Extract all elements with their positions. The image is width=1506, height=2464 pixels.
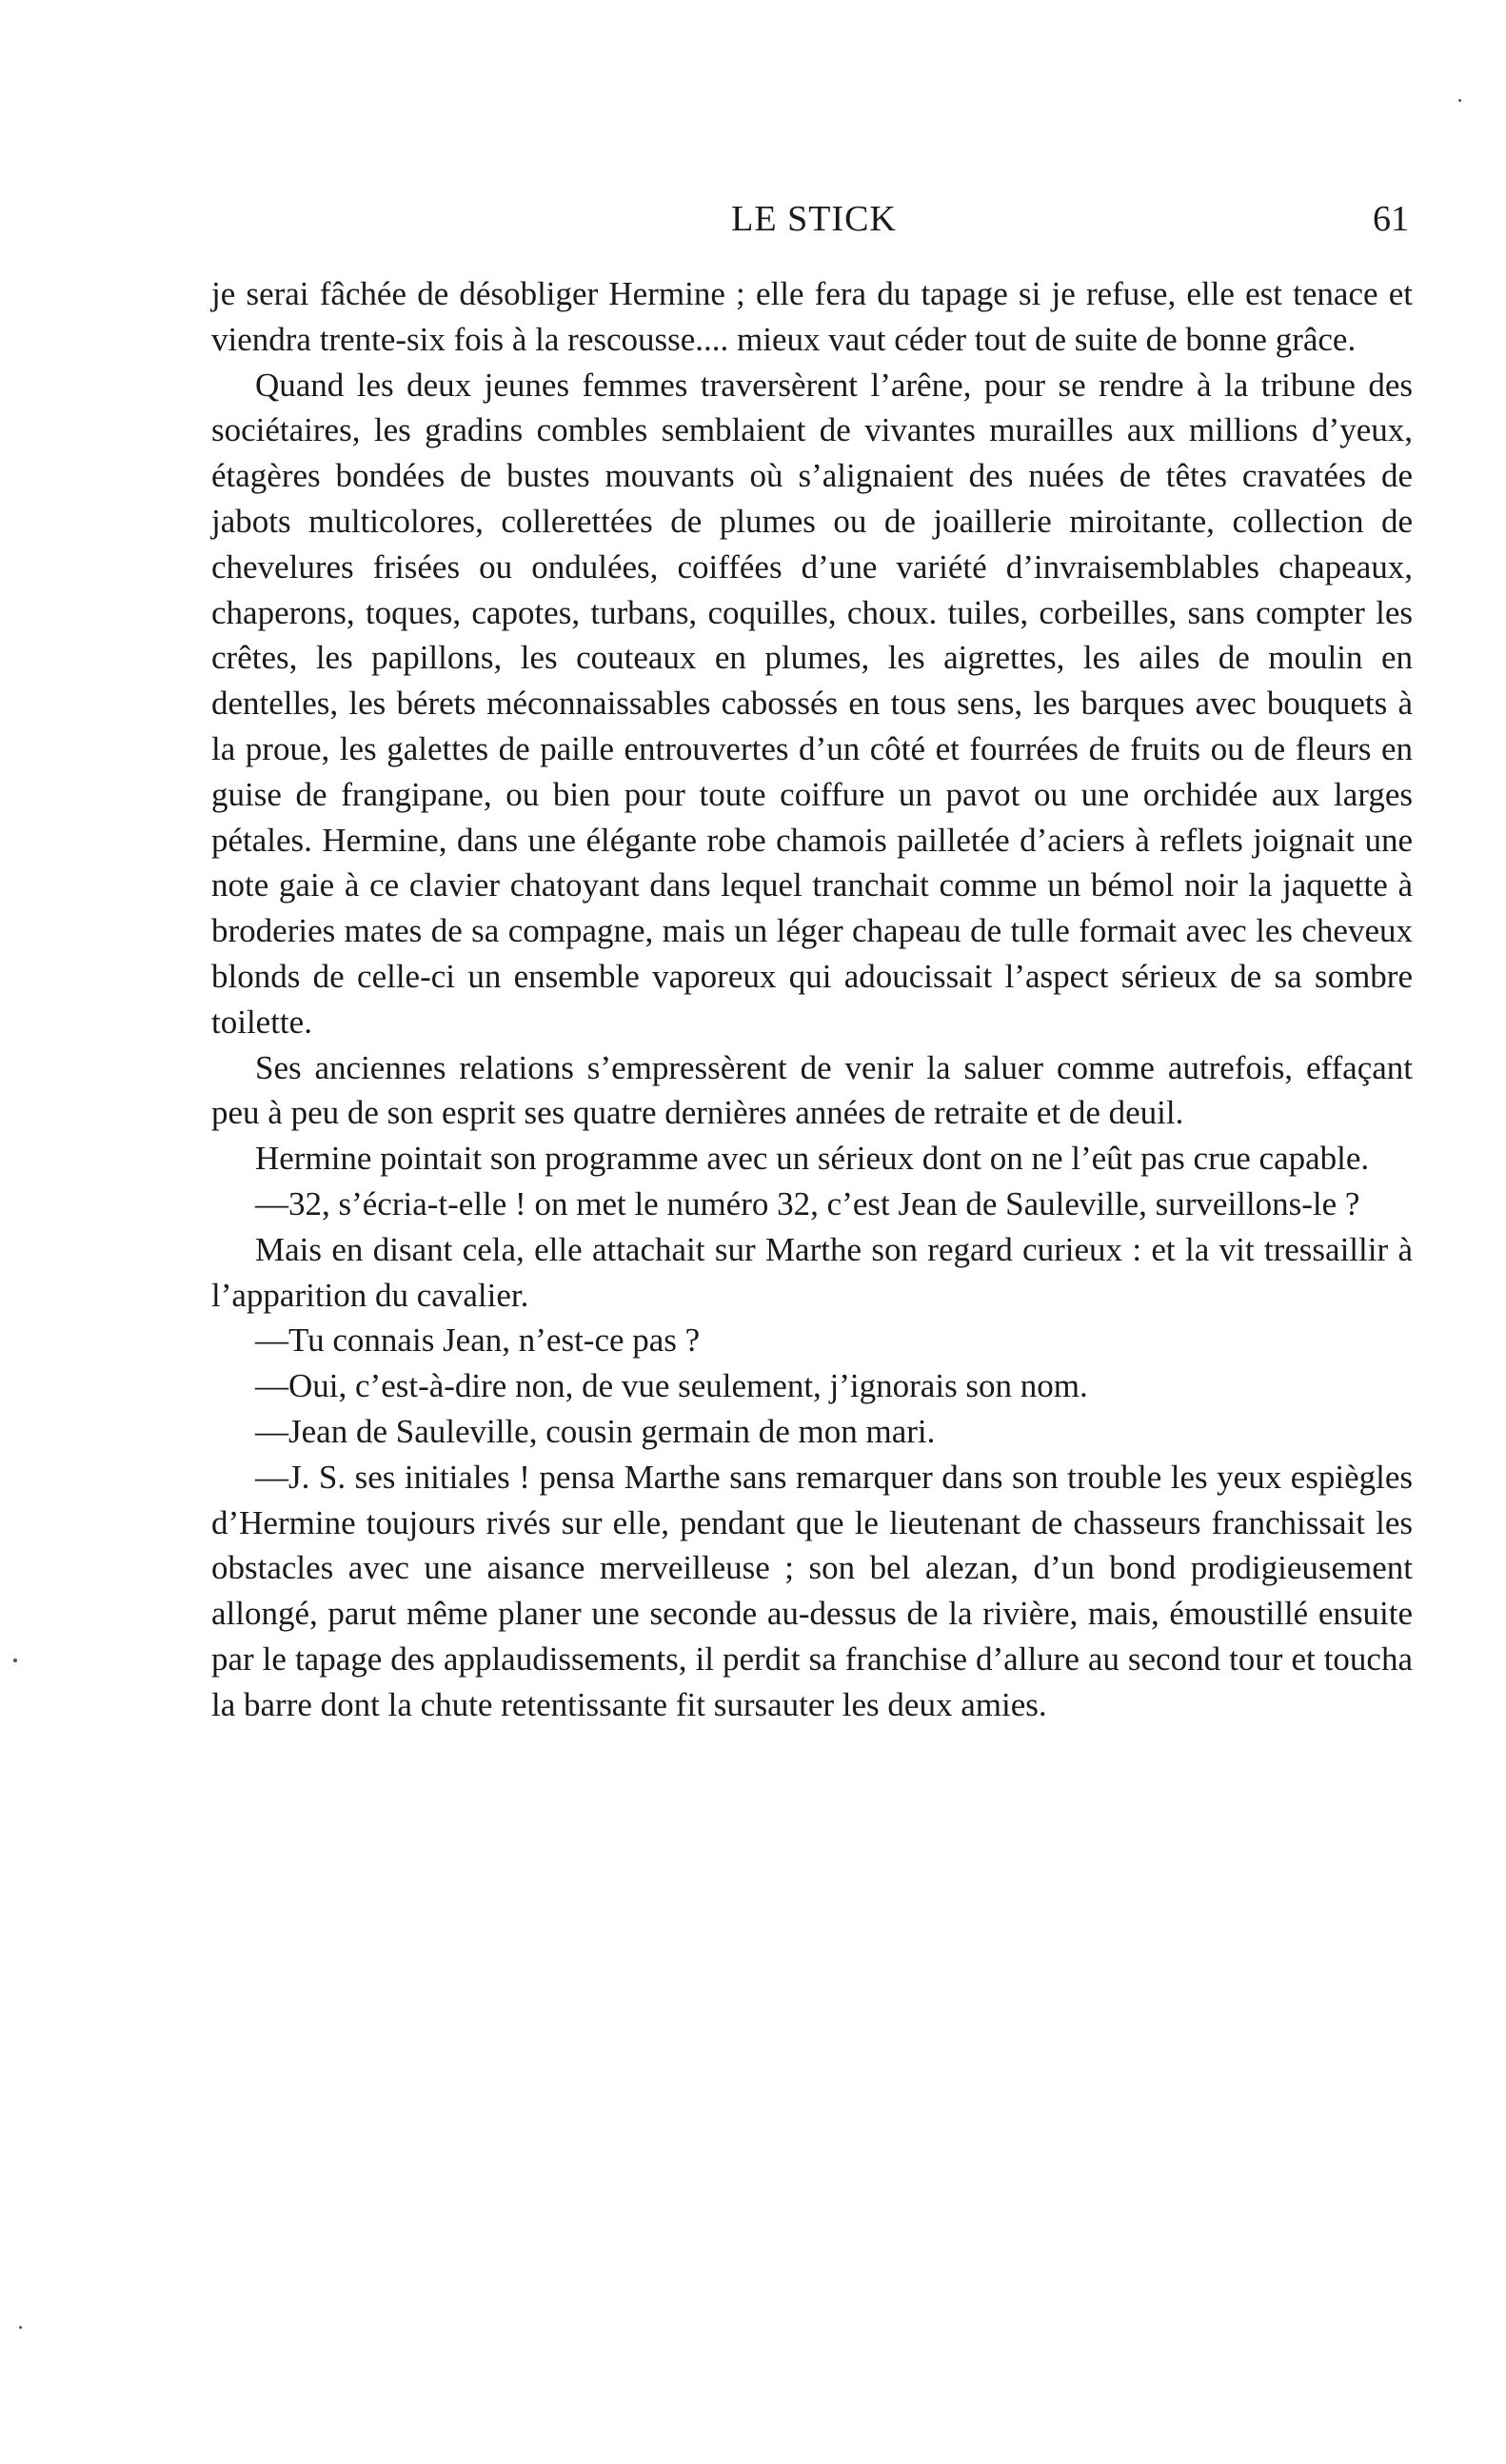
paragraph-initiales: —J. S. ses initiales ! pensa Marthe sans remarquer dans son trouble les yeux espiègles d’Hermine toujours rivés sur elle, pendant que le lieutenant de chasseurs franchissait les obstacles avec une aisance merveilleuse ; son bel alezan, d’un bond prodigieusement allongé, parut même planer une seconde au-dessus de la rivière, mais, émoustillé ensuite par le tapage des applaudissements, il perdit sa franchise d’allure au second tour et toucha la barre dont la chute retentissante fit sursauter les deux amies. — [211, 1458, 1413, 1723]
dialogue-line: —Tu connais Jean, n’est-ce pas ? — [255, 1321, 701, 1360]
paragraph-continuation: je serai fâchée de désobliger Hermine ; elle fera du tapage si je refuse, elle est tenace et viendra trente-six fois à la rescousse.... mieux vaut céder tout de suite de bonne grâce. — [211, 275, 1413, 358]
dialogue-line: —32, s’écria-t-elle ! on met le numéro 32, c’est Jean de Sauleville, surveillons-le ? — [255, 1184, 1360, 1222]
scan-speck — [19, 2326, 22, 2329]
scan-speck — [13, 1659, 17, 1662]
body-text — [211, 271, 1413, 1728]
paragraph-tribune: Quand les deux jeunes femmes traversèrent l’arêne, pour se rendre à la tribune des sociétaires, les gradins combles semblaient de vivantes murailles aux millions d’yeux, étagères bondées de bustes mouvants où s’alignaient des nuées de têtes cravatées de jabots multicolores, collerettées de plumes ou de joaillerie miroitante, collection de chevelures frisées ou ondulées, coiffées d’une variété d’invraisemblables chapeaux, chaperons, toques, capotes, turbans, coquilles, choux. tuiles, corbeilles, sans compter les crêtes, les papillons, les couteaux en plumes, les aigrettes, les ailes de moulin en dentelles, les bérets méconnaissables cabossés en tous sens, les barques avec bouquets à la proue, les galettes de paille entrouvertes d’un côté et fourrées de fruits ou de fleurs en guise de frangipane, ou bien pour toute coiffure un pavot ou une orchidée aux larges pétales. Hermine, dans une élégante robe chamois pailletée d’aciers à reflets joignait une note gaie à ce clavier chatoyant dans lequel tranchait comme un bémol noir la jaquette à broderies mates de sa compagne, mais un léger chapeau de tulle formait avec les cheveux blonds de celle-ci un ensemble vaporeux qui adoucissait l’aspect sérieux de sa sombre toilette. — [211, 366, 1413, 1041]
dialogue-line: —Jean de Sauleville, cousin germain de mon mari. — [255, 1412, 936, 1450]
running-head — [219, 195, 1409, 243]
paragraph-regard: Mais en disant cela, elle attachait sur Marthe son regard curieux : et la vit tressaillir à l’apparition du cavalier. — [211, 1230, 1413, 1314]
running-title: LE STICK — [731, 199, 897, 239]
paragraph-programme: Hermine pointait son programme avec un sérieux dont on ne l’eût pas crue capable. — [255, 1140, 1370, 1178]
scan-speck — [1458, 99, 1461, 102]
dialogue-line: —Oui, c’est-à-dire non, de vue seulement, j’ignorais son nom. — [255, 1367, 1088, 1405]
page-number: 61 — [1373, 199, 1409, 239]
paragraph-relations: Ses anciennes relations s’empressèrent de venir la saluer comme autrefois, effaçant peu à peu de son esprit ses quatre dernières années de retraite et de deuil. — [211, 1048, 1413, 1132]
